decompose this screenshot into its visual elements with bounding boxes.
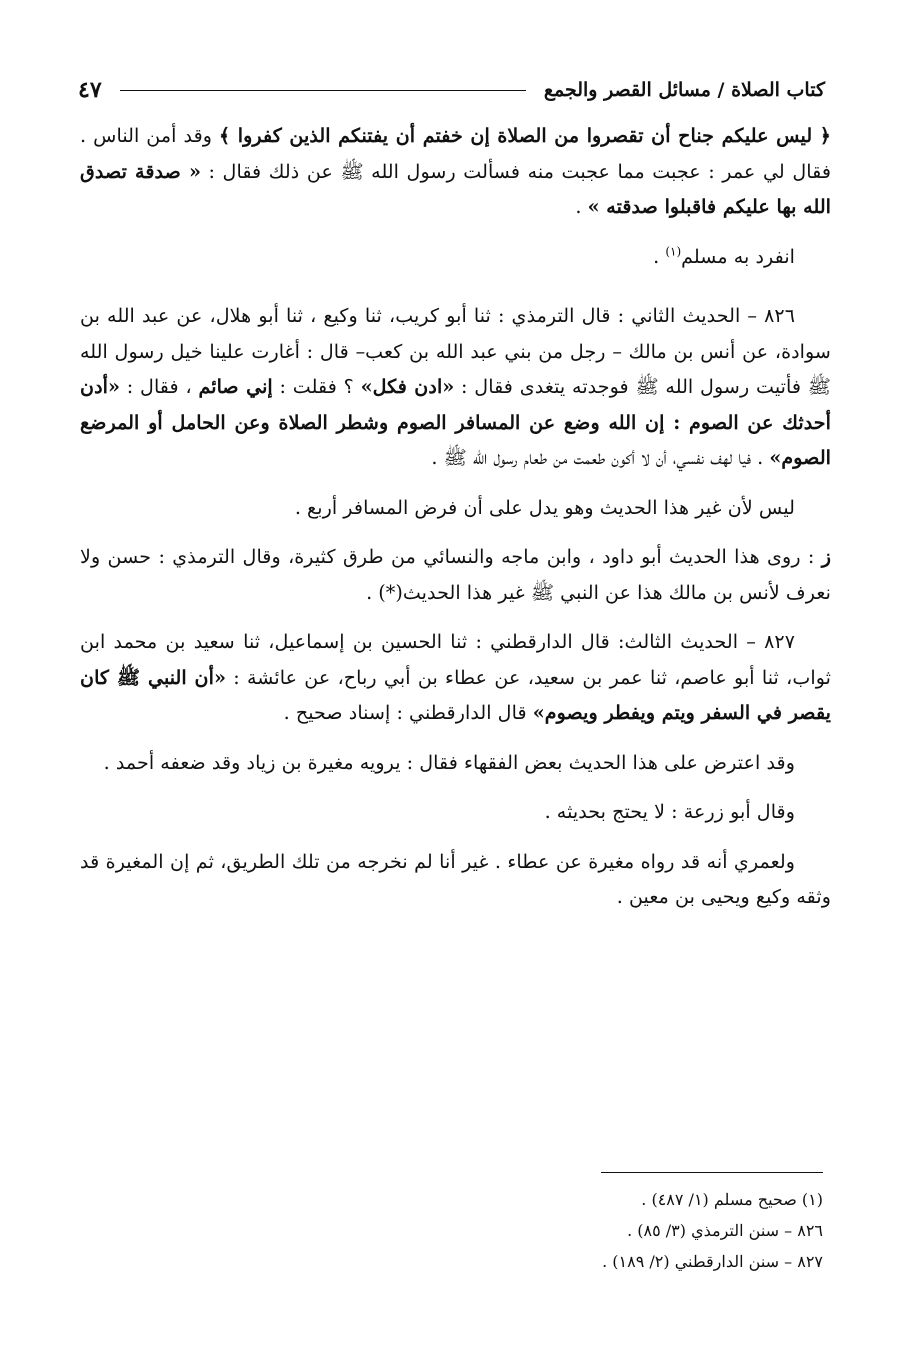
paragraph-note [80,490,831,526]
paragraph-text: ليس لأن غير هذا الحديث وهو يدل على أن فرض المسافر أربع . [294,495,795,519]
paragraph-text: وقال أبو زرعة : لا يحتج بحديثه . [544,800,795,824]
paragraph-text: . فيا لهف نفسي، أن لا أكون طعمت من طعام رسول الله ﷺ . [431,446,770,470]
paragraph-text: ، فقال : [119,375,199,399]
paragraph-zawaid [80,539,831,610]
paragraph-conclusion [80,844,831,915]
footnote-827: ٨٢٧ – سنن الدارقطني (٢/ ١٨٩) . [602,1252,823,1272]
main-text [80,118,831,915]
paragraph-text: انفرد به مسلم [681,244,795,268]
paragraph-hadith-826 [80,298,831,476]
paragraph-text: قال الدارقطني : إسناد صحيح . [283,701,533,725]
hadith-quote: «أدن أحدثك عن الصوم : إن الله وضع عن المسافر الصوم وشطر الصلاة وعن الحامل أو المرضع الصوم» [80,375,831,470]
paragraph-text: وقد أمن الناس . فقال لي عمر : عجبت مما عجبت منه فسألت رسول الله ﷺ عن ذلك فقال : [80,124,831,183]
paragraph-text: ٨٢٦ – الحديث الثاني : قال الترمذي : ثنا أبو كريب، ثنا وكيع ، ثنا أبو هلال، عن عبد الله بن سوادة، عن أنس بن مالك – رجل من بني عبد الله بن كعب– قال : أغارت علينا خيل رسول الله ﷺ فأتيت رسول الله ﷺ فوجدته يتغدى فقال : [80,304,831,399]
quran-verse: ﴿ ليس عليكم جناح أن تقصروا من الصلاة إن خفتم أن يفتنكم الذين كفروا ﴾ [219,124,831,147]
hadith-quote: «أن النبي ﷺ كان يقصر في السفر ويتم ويفطر ويصوم» [80,665,831,725]
paragraph-abu-zura [80,794,831,830]
paragraph-text: ٨٢٧ – الحديث الثالث: قال الدارقطني : ثنا الحسين بن إسماعيل، ثنا سعيد بن محمد ابن ثواب، ثنا أبو عاصم، ثنا عمر بن سعيد، عن عطاء بن أبي رباح، عن عائشة : [80,630,831,689]
hadith-quote: « صدقة تصدق الله بها عليكم فاقبلوا صدقته » [80,159,831,219]
paragraph-text: ؟ فقلت : [272,375,361,399]
paragraph-end: . [653,244,666,268]
running-title: كتاب الصلاة / مسائل القصر والجمع [543,79,825,101]
paragraph-text: وقد اعترض على هذا الحديث بعض الفقهاء فقال : يرويه مغيرة بن زياد وقد ضعفه أحمد . [103,750,795,774]
paragraph-text: ولعمري أنه قد رواه مغيرة عن عطاء . غير أنا لم نخرجه من تلك الطريق، ثم إن المغيرة قد وثقه وكيع ويحيى بن معين . [80,849,831,909]
page-number: ٤٧ [78,77,102,103]
paragraph-quran-verse [80,118,831,225]
hadith-quote: «ادن فكل» [360,375,455,399]
paragraph-text: : روى هذا الحديث أبو داود ، وابن ماجه والنسائي من طرق كثيرة، وقال الترمذي : حسن ولا نعرف لأنس بن مالك هذا عن النبي ﷺ غير هذا الحديث(*) . [80,545,831,604]
footnote-marker: (١) [665,244,682,259]
paragraph-objection [80,745,831,781]
page-header [78,70,825,110]
hadith-quote: إني صائم [198,375,273,399]
zawaid-marker: ز [821,545,831,569]
footnotes [80,1184,823,1278]
footnote-1: (١) صحيح مسلم (١/ ٤٨٧) . [641,1190,823,1209]
footnote-826: ٨٢٦ – سنن الترمذي (٣/ ٨٥) . [627,1221,823,1241]
paragraph-hadith-827 [80,624,831,731]
footnote-rule [601,1172,823,1173]
paragraph-muslim [80,239,831,275]
header-rule [120,90,526,91]
paragraph-end: . [575,195,588,219]
